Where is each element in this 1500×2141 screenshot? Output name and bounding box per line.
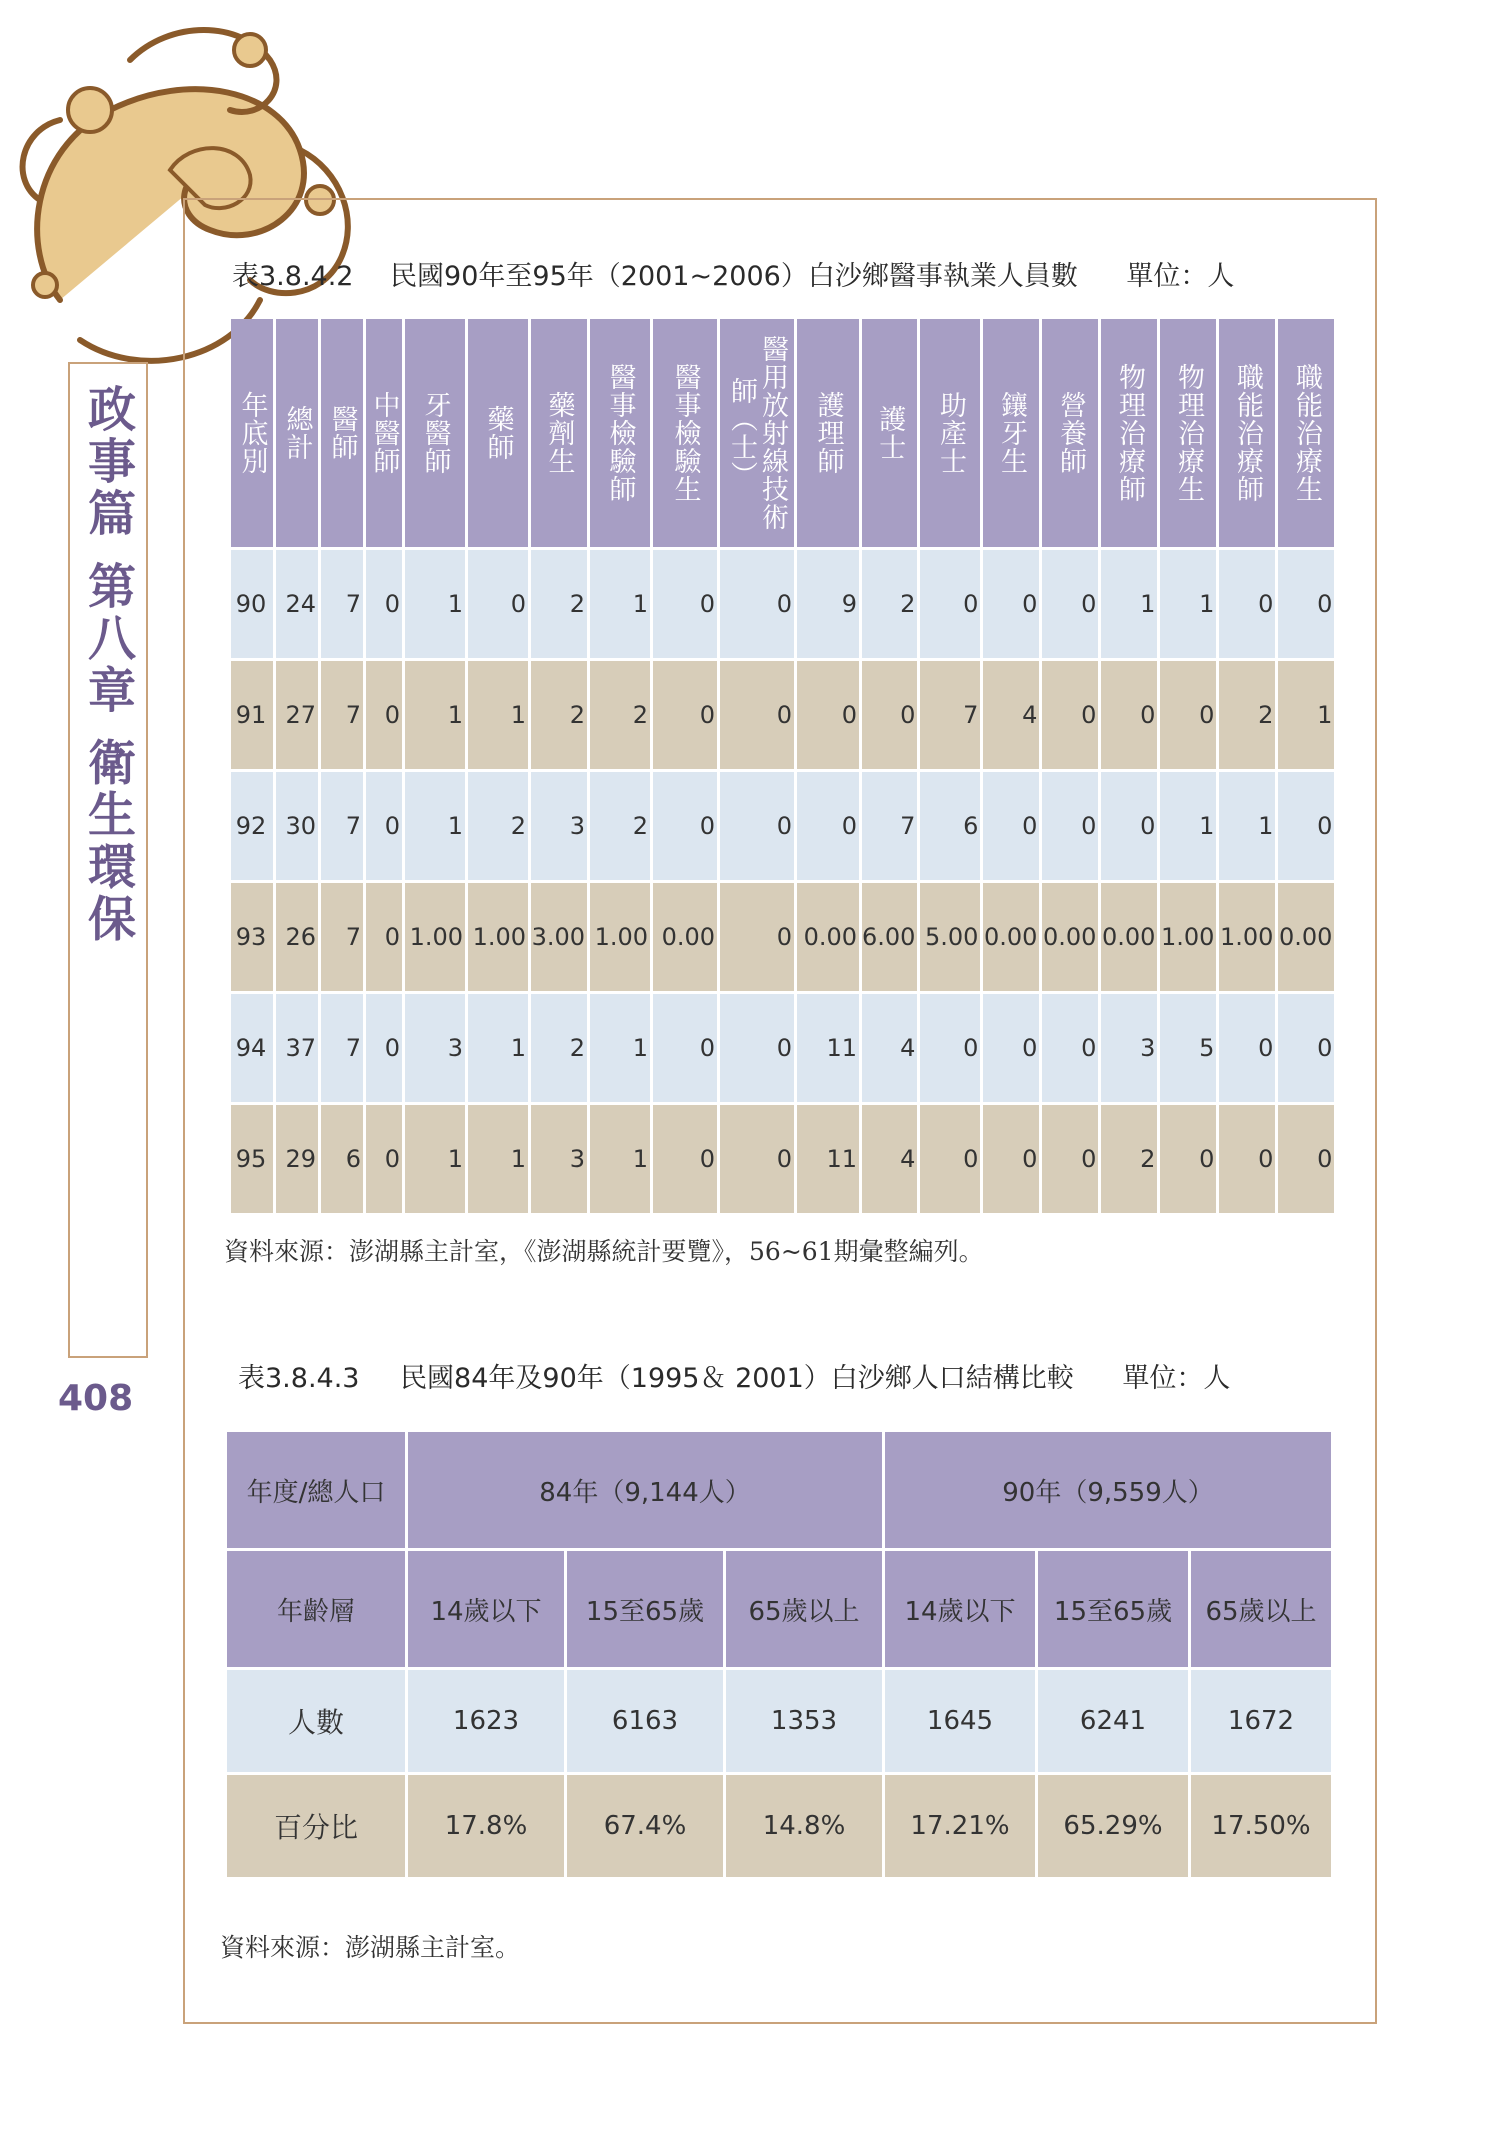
value-cell: 7 [321, 550, 363, 658]
percent-cell: 65.29% [1038, 1775, 1188, 1877]
value-cell: 0 [1160, 1105, 1216, 1213]
value-cell: 0 [1278, 994, 1334, 1102]
header-cell: 藥劑生 [531, 319, 587, 547]
table-row [231, 550, 1334, 658]
table1-header-row [231, 319, 1334, 547]
value-cell: 2 [590, 661, 650, 769]
count-cell: 1672 [1191, 1670, 1331, 1772]
value-cell: 0 [1101, 661, 1157, 769]
table-row [231, 994, 1334, 1102]
table2-unit: 單位：人 [1122, 1363, 1231, 1394]
value-cell: 26 [276, 883, 318, 991]
table1-source: 資料來源：澎湖縣主計室，《澎湖縣統計要覽》，56~61期彙整編列。 [224, 1237, 984, 1266]
value-cell: 1 [468, 1105, 528, 1213]
value-cell: 0 [468, 550, 528, 658]
count-cell: 6163 [567, 1670, 723, 1772]
year-group-84: 84年（9,144人） [408, 1432, 882, 1548]
chapter-side-title: 政事篇 第八章 衛生環保 [79, 384, 136, 946]
value-cell: 1 [1160, 772, 1216, 880]
value-cell: 0 [1219, 1105, 1275, 1213]
value-cell: 30 [276, 772, 318, 880]
value-cell: 4 [862, 1105, 917, 1213]
value-cell: 0 [720, 883, 794, 991]
value-cell: 0 [720, 772, 794, 880]
year-cell: 93 [231, 883, 273, 991]
value-cell: 0 [983, 1105, 1039, 1213]
header-cell: 物理治療師 [1101, 319, 1157, 547]
value-cell: 29 [276, 1105, 318, 1213]
value-cell: 2 [468, 772, 528, 880]
value-cell: 2 [1101, 1105, 1157, 1213]
value-cell: 0 [720, 550, 794, 658]
value-cell: 0 [920, 994, 980, 1102]
count-cell: 6241 [1038, 1670, 1188, 1772]
percent-cell: 17.8% [408, 1775, 564, 1877]
value-cell: 0 [653, 550, 717, 658]
value-cell: 0 [920, 1105, 980, 1213]
value-cell: 11 [797, 1105, 859, 1213]
header-cell: 物理治療生 [1160, 319, 1216, 547]
age-group-cell: 65歲以上 [726, 1551, 882, 1667]
year-cell: 94 [231, 994, 273, 1102]
age-group-cell: 65歲以上 [1191, 1551, 1331, 1667]
value-cell: 0.00 [1042, 883, 1098, 991]
value-cell: 0 [797, 661, 859, 769]
header-cell: 職能治療師 [1219, 319, 1275, 547]
header-cell: 醫用放射線技術師（士） [720, 319, 794, 547]
count-cell: 1645 [885, 1670, 1035, 1772]
year-cell: 90 [231, 550, 273, 658]
value-cell: 0 [1219, 550, 1275, 658]
value-cell: 2 [531, 994, 587, 1102]
value-cell: 0 [1042, 772, 1098, 880]
value-cell: 0.00 [653, 883, 717, 991]
value-cell: 5 [1160, 994, 1216, 1102]
value-cell: 4 [862, 994, 917, 1102]
medical-staff-table [228, 316, 1337, 1216]
table1-caption: 民國90年至95年（2001~2006）白沙鄉醫事執業人員數 [390, 261, 1078, 292]
value-cell: 0 [720, 994, 794, 1102]
value-cell: 1 [1101, 550, 1157, 658]
count-cell: 1623 [408, 1670, 564, 1772]
value-cell: 0.00 [797, 883, 859, 991]
year-cell: 91 [231, 661, 273, 769]
value-cell: 7 [321, 772, 363, 880]
value-cell: 0 [366, 883, 402, 991]
table2-year-row [227, 1432, 1331, 1548]
age-group-cell: 15至65歲 [567, 1551, 723, 1667]
value-cell: 0 [1278, 550, 1334, 658]
value-cell: 0 [983, 994, 1039, 1102]
table2-number: 表3.8.4.3 [238, 1363, 360, 1394]
value-cell: 2 [590, 772, 650, 880]
header-cell: 護士 [862, 319, 917, 547]
value-cell: 0 [1042, 1105, 1098, 1213]
header-cell: 鑲牙生 [983, 319, 1039, 547]
value-cell: 37 [276, 994, 318, 1102]
age-header-label: 年齡層 [227, 1551, 405, 1667]
value-cell: 0 [366, 661, 402, 769]
table-row [231, 1105, 1334, 1213]
value-cell: 0 [720, 661, 794, 769]
value-cell: 1.00 [1160, 883, 1216, 991]
value-cell: 7 [321, 883, 363, 991]
value-cell: 3 [405, 994, 465, 1102]
year-cell: 95 [231, 1105, 273, 1213]
value-cell: 0 [366, 1105, 402, 1213]
value-cell: 3 [531, 1105, 587, 1213]
value-cell: 7 [321, 994, 363, 1102]
page-number: 408 [58, 1378, 134, 1419]
header-cell: 醫師 [321, 319, 363, 547]
value-cell: 0 [797, 772, 859, 880]
table1-title [232, 254, 1234, 293]
header-cell: 助產士 [920, 319, 980, 547]
value-cell: 4 [983, 661, 1039, 769]
age-group-cell: 15至65歲 [1038, 1551, 1188, 1667]
table2-caption: 民國84年及90年（1995＆ 2001）白沙鄉人口結構比較 [400, 1363, 1074, 1394]
value-cell: 0 [366, 994, 402, 1102]
percent-cell: 17.50% [1191, 1775, 1331, 1877]
value-cell: 6 [920, 772, 980, 880]
value-cell: 0 [1219, 994, 1275, 1102]
value-cell: 1 [405, 550, 465, 658]
value-cell: 0 [653, 772, 717, 880]
value-cell: 0 [366, 550, 402, 658]
value-cell: 0 [983, 772, 1039, 880]
value-cell: 1 [1160, 550, 1216, 658]
value-cell: 6 [321, 1105, 363, 1213]
value-cell: 0.00 [1101, 883, 1157, 991]
value-cell: 2 [862, 550, 917, 658]
value-cell: 1 [590, 550, 650, 658]
percent-cell: 17.21% [885, 1775, 1035, 1877]
value-cell: 7 [920, 661, 980, 769]
year-group-90: 90年（9,559人） [885, 1432, 1331, 1548]
header-cell: 藥師 [468, 319, 528, 547]
value-cell: 0 [366, 772, 402, 880]
value-cell: 1.00 [1219, 883, 1275, 991]
value-cell: 3 [531, 772, 587, 880]
value-cell: 1 [405, 661, 465, 769]
population-structure-table [224, 1429, 1334, 1880]
table1-unit: 單位：人 [1126, 261, 1235, 292]
value-cell: 0 [1042, 550, 1098, 658]
value-cell: 5.00 [920, 883, 980, 991]
header-cell: 職能治療生 [1278, 319, 1334, 547]
table1-number: 表3.8.4.2 [232, 261, 354, 292]
table-row [231, 772, 1334, 880]
value-cell: 1.00 [405, 883, 465, 991]
table2-title [238, 1356, 1230, 1395]
header-cell: 護理師 [797, 319, 859, 547]
table-row [231, 883, 1334, 991]
count-label: 人數 [227, 1670, 405, 1772]
value-cell: 1 [405, 772, 465, 880]
header-cell: 醫事檢驗生 [653, 319, 717, 547]
header-cell: 總計 [276, 319, 318, 547]
value-cell: 7 [862, 772, 917, 880]
value-cell: 1 [590, 994, 650, 1102]
value-cell: 0 [1278, 772, 1334, 880]
value-cell: 1.00 [590, 883, 650, 991]
value-cell: 0 [1160, 661, 1216, 769]
value-cell: 2 [1219, 661, 1275, 769]
value-cell: 0 [862, 661, 917, 769]
table2-age-row [227, 1551, 1331, 1667]
count-cell: 1353 [726, 1670, 882, 1772]
table2-percent-row [227, 1775, 1331, 1877]
value-cell: 0 [1042, 661, 1098, 769]
value-cell: 0 [983, 550, 1039, 658]
age-group-cell: 14歲以下 [885, 1551, 1035, 1667]
value-cell: 1 [468, 661, 528, 769]
value-cell: 0 [653, 1105, 717, 1213]
value-cell: 27 [276, 661, 318, 769]
value-cell: 1 [1219, 772, 1275, 880]
value-cell: 0 [653, 994, 717, 1102]
value-cell: 0 [1042, 994, 1098, 1102]
header-cell: 牙醫師 [405, 319, 465, 547]
percent-cell: 14.8% [726, 1775, 882, 1877]
year-header-label: 年度/總人口 [227, 1432, 405, 1548]
value-cell: 24 [276, 550, 318, 658]
chapter-side-box [68, 362, 148, 1358]
table-row [231, 661, 1334, 769]
value-cell: 0 [720, 1105, 794, 1213]
value-cell: 1 [468, 994, 528, 1102]
table2-count-row [227, 1670, 1331, 1772]
value-cell: 9 [797, 550, 859, 658]
value-cell: 0 [653, 661, 717, 769]
value-cell: 0.00 [983, 883, 1039, 991]
value-cell: 0 [1278, 1105, 1334, 1213]
value-cell: 0.00 [1278, 883, 1334, 991]
value-cell: 1 [405, 1105, 465, 1213]
value-cell: 1 [590, 1105, 650, 1213]
value-cell: 1.00 [468, 883, 528, 991]
header-cell: 營養師 [1042, 319, 1098, 547]
value-cell: 2 [531, 661, 587, 769]
value-cell: 0 [1101, 772, 1157, 880]
value-cell: 6.00 [862, 883, 917, 991]
year-cell: 92 [231, 772, 273, 880]
value-cell: 3.00 [531, 883, 587, 991]
header-cell: 年底別 [231, 319, 273, 547]
value-cell: 2 [531, 550, 587, 658]
percent-cell: 67.4% [567, 1775, 723, 1877]
table2-source: 資料來源：澎湖縣主計室。 [220, 1933, 521, 1962]
value-cell: 0 [920, 550, 980, 658]
header-cell: 醫事檢驗師 [590, 319, 650, 547]
age-group-cell: 14歲以下 [408, 1551, 564, 1667]
percent-label: 百分比 [227, 1775, 405, 1877]
value-cell: 11 [797, 994, 859, 1102]
value-cell: 7 [321, 661, 363, 769]
value-cell: 1 [1278, 661, 1334, 769]
value-cell: 3 [1101, 994, 1157, 1102]
header-cell: 中醫師 [366, 319, 402, 547]
